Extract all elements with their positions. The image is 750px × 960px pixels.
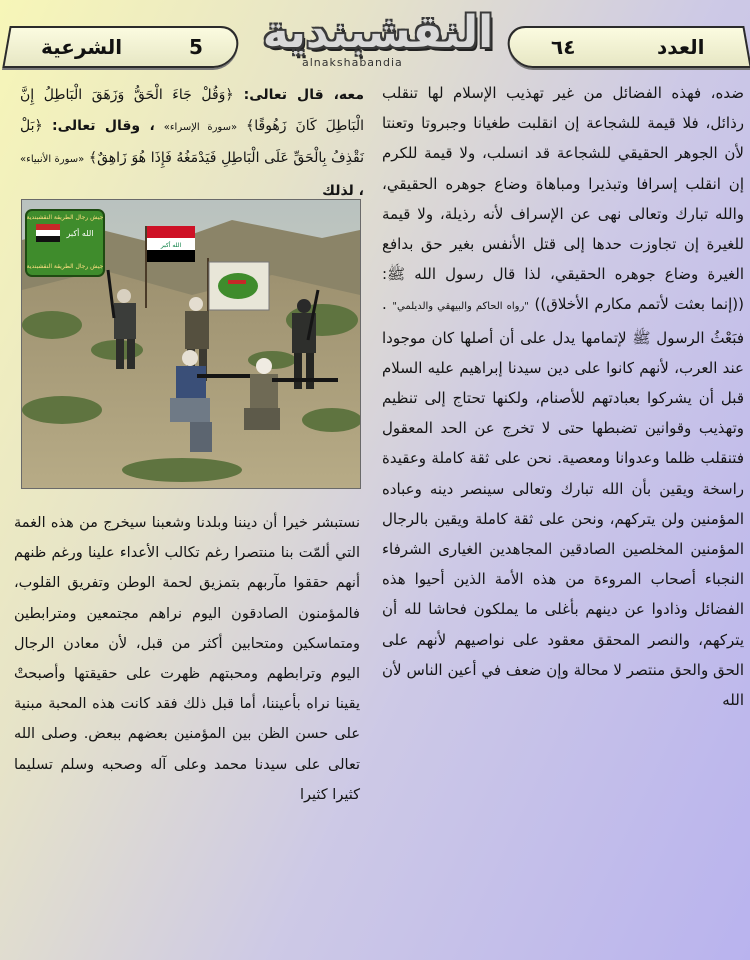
logo-title: النقشبندية [262, 7, 494, 58]
logo-url: alnakshabandia [302, 56, 403, 69]
issue-label: العدد [657, 35, 705, 59]
fighters-photo [21, 199, 361, 489]
citation-isra: «سورة الإسراء» [163, 121, 238, 133]
therefore-text: ، لذلك [322, 182, 364, 199]
intro-text: معه، قال تعالى: [233, 87, 364, 103]
page-header [0, 0, 750, 80]
right-column-text [382, 78, 744, 715]
left-column-top-text [20, 80, 364, 206]
section-label: الشرعية [41, 35, 123, 59]
badge-line2: الله أكبر [66, 229, 94, 238]
citation-anbiya: «سورة الأنبياء» [20, 154, 85, 165]
paragraph-good-tidings: نستبشر خيرا أن ديننا وبلدنا وشعبنا سيخرج من هذه الغمة التي ألمّت بنا منتصرا رغم تكالب الأعداء علينا ورغم ظنهم أنهم حققوا مآربهم بتمزيق لحمة الوطن وتفريق القلوب، فالمؤمنون الصادقون اليوم نراهم مجتمعين ومترابطين ومتماسكين ومتحابين أكثر من قبل، لأن معادن الرجال اليوم وترابطهم ومحبتهم ظهرت على حقيقتها وأصبحتْ يقينا نراه بأعيننا، أما قبل ذلك فقد كانت هذه المحبة مبنية على حسن الظن بين المؤمنين بعضهم ببعض. وصلى الله تعالى على سيدنا محمد وعلى آله وصحبه وسلم تسليما كثيرا كثيرا [14, 515, 360, 803]
paragraph-faith: . فبَعْثُ الرسول ﷺ لإتمامها يدل على أن أصلها كان موجودا عند العرب، لأنهم كانوا على دين سيدنا إبراهيم عليه السلام قبل أن يشركوا بعبادتهم للأصنام، ولكنها تحتاج إلى تنظيم وتهذيب وقوانين تضبطها حتى لا تخرج عن الحد المعقول فتنقلب ظلما وعدوانا ومعصية. نحن على ثقة كاملة وعقيدة راسخة ويقين بأن الله تبارك وتعالى سينصر دينه وعباده المؤمنين ولن يتركهم، ونحن على ثقة كاملة ويقين بالرجال المؤمنين المخلصين الصادقين المجاهدين الغيارى الشرفاء النجباء أصحاب المروءة من هذه الأمة الذين أحيوا هذه الفضائل وذادوا عن دينهم بأغلى ما يملكون فحاشا لله أن يتركهم، والنصر المحقق معقود على نواصيهم لأنهم على الحق والحق منتصر لا محالة وإن ضعف في أعين الناس لأن الله [382, 295, 744, 710]
left-column-bottom-text [14, 508, 360, 810]
badge-line3: جيش رجال الطريقة النقشبندية [26, 263, 104, 270]
connector-text: ، وقال تعالى: [42, 117, 155, 134]
magazine-logo [262, 6, 494, 72]
photo-illustration [22, 200, 360, 488]
section-tab [2, 26, 241, 68]
quran-verse-anbiya: ﴿بَلْ نَقْذِفُ بِالْحَقِّ عَلَى الْبَاطِلِ فَيَدْمَغُهُ فَإِذَا هُوَ زَاهِقٌ﴾ [20, 117, 364, 166]
hadith-citation: "رواه الحاكم والبيهقي والديلمي" [392, 301, 529, 313]
paragraph-virtues: ضده، فهذه الفضائل من غير تهذيب الإسلام لها تنقلب رذائل، فلا قيمة للشجاعة إن انقلبت طغيانا وجبروتا وتعنتا لأن الجوهر الحقيقي للشجاعة قد انسلب، ولا قيمة للكرم إن انقلب إسرافا وتبذيرا ومباهاة وضاع جوهره الحقيقي، والله تبارك وتعالى نهى عن الإسراف لأنه رذيلة، ولا قيمة للغيرة إن تجاوزت حدها إلى قتل الأنفس بغير حق بدافع الغيرة وضاع جوهره الحقيقي، لذا قال رسول الله ﷺ: ((إنما بعثت لأتمم مكارم الأخلاق)) [382, 84, 744, 314]
badge-line1: جيش رجال الطريقة النقشبندية [26, 214, 104, 221]
quran-verse-isra: ﴿وَقُلْ جَاءَ الْحَقُّ وَزَهَقَ الْبَاطِلُ إِنَّ الْبَاطِلَ كَانَ زَهُوقًا﴾ [20, 87, 365, 134]
issue-tab [504, 26, 750, 68]
page-number: 5 [188, 35, 203, 59]
army-badge [26, 210, 104, 276]
issue-number: ٦٤ [551, 35, 576, 59]
flag-text: الله أكبر [160, 242, 182, 249]
